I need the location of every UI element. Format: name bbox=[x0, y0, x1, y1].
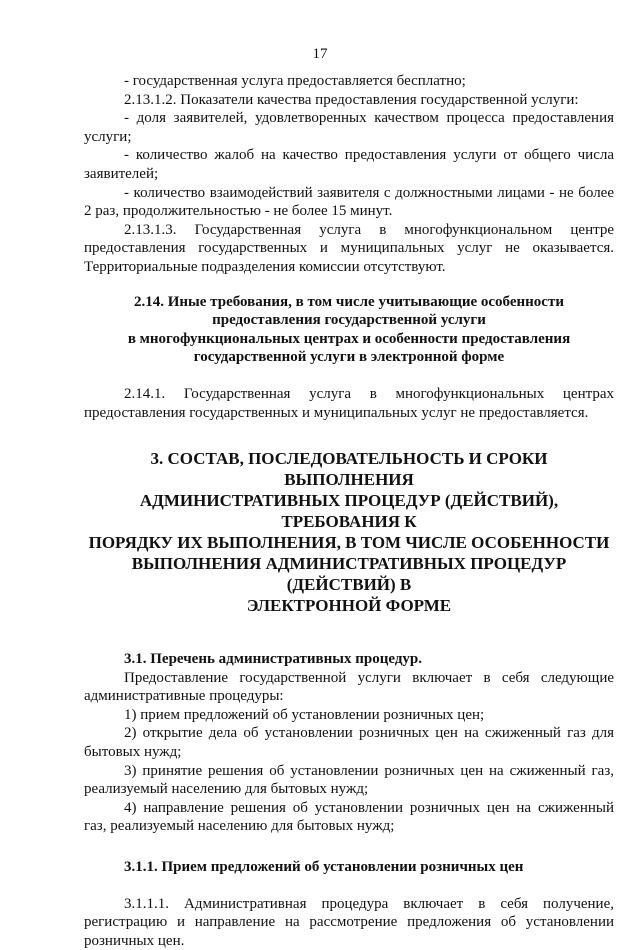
heading-line: ПОРЯДКУ ИХ ВЫПОЛНЕНИЯ, В ТОМ ЧИСЛЕ ОСОБЕННОСТИ bbox=[88, 533, 610, 553]
paragraph-interactions-count: - количество взаимодействий заявителя с должностными лицами - не более 2 раз, продолжительностью - не более 15 минут. bbox=[84, 184, 614, 220]
heading-line: ЭЛЕКТРОННОЙ ФОРМЕ bbox=[246, 596, 452, 616]
heading-line: предоставления государственной услуги bbox=[212, 312, 486, 329]
section-heading-2-14 bbox=[84, 293, 614, 367]
paragraph-quality-indicators: 2.13.1.2. Показатели качества предоставления государственной услуги: bbox=[124, 91, 579, 108]
heading-line: в многофункциональных центрах и особенности предоставления bbox=[127, 330, 571, 347]
heading-line: 2.14. Иные требования, в том числе учитывающие особенности bbox=[134, 293, 564, 310]
paragraph-mfc-not-provided: 2.13.1.3. Государственная услуга в многофункциональном центре предоставления государственных и муниципальных услуг не оказывается. Территориальные подразделения комиссии отсутствуют. bbox=[84, 221, 614, 275]
heading-line: 3. СОСТАВ, ПОСЛЕДОВАТЕЛЬНОСТЬ И СРОКИ ВЫПОЛНЕНИЯ bbox=[150, 449, 548, 490]
page-content bbox=[84, 72, 614, 950]
paragraph-complaints-count: - количество жалоб на качество предоставления услуги от общего числа заявителей; bbox=[84, 147, 614, 182]
paragraph-2-14-1: 2.14.1. Государственная услуга в многофункциональных центрах предоставления государственных и муниципальных услуг не предоставляется. bbox=[84, 385, 614, 421]
paragraph-procedures-intro: Предоставление государственной услуги включает в себя следующие административные процедуры: bbox=[84, 669, 614, 705]
heading-line: АДМИНИСТРАТИВНЫХ ПРОЦЕДУР (ДЕЙСТВИЙ), ТРЕБОВАНИЯ К bbox=[139, 491, 559, 532]
heading-line: ВЫПОЛНЕНИЯ АДМИНИСТРАТИВНЫХ ПРОЦЕДУР (ДЕЙСТВИЙ) В bbox=[131, 554, 567, 595]
section-heading-3-1-1: 3.1.1. Прием предложений об установлении розничных цен bbox=[124, 859, 524, 876]
page-number: 17 bbox=[312, 46, 328, 62]
list-item-procedure-3: 3) принятие решения об установлении розничных цен на сжиженный газ, реализуемый населению для бытовых нужд; bbox=[84, 762, 614, 798]
paragraph-free-service: - государственная услуга предоставляется бесплатно; bbox=[124, 73, 466, 89]
section-heading-3 bbox=[84, 448, 614, 616]
list-item-procedure-1: 1) прием предложений об установлении розничных цен; bbox=[124, 706, 485, 723]
list-item-procedure-2: 2) открытие дела об установлении розничных цен на сжиженный газ для бытовых нужд; bbox=[84, 725, 614, 761]
paragraph-3-1-1-1: 3.1.1.1. Административная процедура включает в себя получение, регистрацию и направление на рассмотрение предложения об установлении розничных цен. bbox=[84, 895, 614, 949]
heading-line: государственной услуги в электронной форме bbox=[193, 349, 505, 366]
paragraph-satisfied-share: - доля заявителей, удовлетворенных качеством процесса предоставления услуги; bbox=[84, 110, 614, 145]
section-heading-3-1: 3.1. Перечень административных процедур. bbox=[124, 651, 423, 668]
list-item-procedure-4: 4) направление решения об установлении розничных цен на сжиженный газ, реализуемый населению для бытовых нужд; bbox=[84, 799, 614, 835]
